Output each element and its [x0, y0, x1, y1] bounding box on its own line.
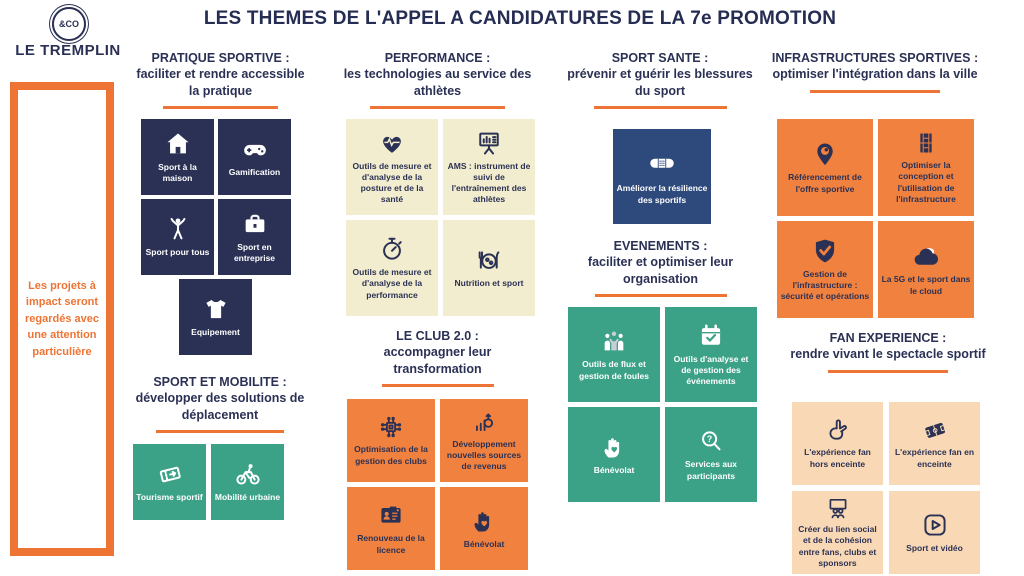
- club-tiles: [347, 399, 528, 570]
- tile-gamification: [218, 119, 291, 195]
- brand-logo-text: &CO: [59, 19, 79, 29]
- tile-label: Sport et vidéo: [906, 542, 963, 553]
- sport-mobilite-tiles: [133, 444, 284, 520]
- evenements-tiles: [568, 307, 757, 502]
- tshirt-icon: [202, 295, 230, 323]
- tile-label: Renouveau de la licence: [357, 533, 425, 555]
- tile-label: Optimisation de la gestion des clubs: [354, 444, 428, 466]
- tile-sport-en-entreprise: [218, 199, 291, 275]
- tile-label: Tourisme sportif: [136, 492, 203, 503]
- calendar-check-icon: [697, 322, 725, 350]
- cheering-person-icon: [164, 215, 192, 243]
- tile-gestion-foules: [568, 307, 660, 402]
- tile-label: Sport à la maison: [158, 161, 197, 183]
- section-underline: [828, 370, 948, 374]
- section-title: FAN EXPERIENCE :: [829, 331, 947, 345]
- tile-posture-sante: [346, 119, 438, 215]
- hand-heart-icon: [600, 433, 628, 461]
- tile-label: Mobilité urbaine: [214, 492, 281, 503]
- impact-note-box: [10, 82, 114, 556]
- tile-conception-infrastructure: [878, 119, 974, 216]
- tile-nouvelles-sources-revenus: [440, 399, 528, 482]
- section-underline: [810, 90, 940, 94]
- section-underline: [156, 430, 284, 434]
- tile-sport-pour-tous: [141, 199, 214, 275]
- section-title: SPORT SANTE :: [611, 51, 709, 65]
- pratique-sportive-tiles: [141, 119, 291, 275]
- tile-label: L'expérience fan en enceinte: [894, 447, 975, 469]
- tile-gestion-infrastructure: [777, 221, 873, 318]
- svg-text:?: ?: [706, 434, 713, 445]
- section-title: PRATIQUE SPORTIVE :: [151, 51, 290, 65]
- revenue-growth-icon: [471, 409, 497, 435]
- tile-label: AMS : instrument de suivi de l'entraînement des athlètes: [447, 160, 531, 205]
- impact-note-text: Les projets à impact seront regardés avec une attention particulière: [25, 279, 99, 358]
- tile-label: Outils de flux et gestion de foules: [579, 359, 649, 381]
- section-underline: [370, 106, 505, 110]
- section-header-evenements: [563, 238, 758, 297]
- tile-label: Services aux participants: [685, 459, 737, 481]
- section-subtitle: développer des solutions de déplacement: [135, 391, 305, 422]
- tile-optimisation-gestion-clubs: [347, 399, 435, 482]
- section-title: INFRASTRUCTURES SPORTIVES :: [771, 51, 979, 65]
- section-header-sport-sante: [560, 50, 760, 109]
- performance-tiles: [346, 119, 535, 316]
- map-pin-icon: [811, 140, 839, 168]
- section-title: SPORT ET MOBILITE :: [153, 375, 287, 389]
- page-title: LES THEMES DE L'APPEL A CANDIDATURES DE LA 7e PROMOTION: [203, 8, 837, 29]
- bicycle-icon: [234, 460, 262, 488]
- circuit-chip-icon: [378, 414, 404, 440]
- tile-tourisme-sportif: [133, 444, 206, 520]
- section-header-fan-experience: [788, 330, 988, 373]
- fan-experience-tiles: [792, 402, 980, 574]
- tile-mobilite-urbaine: [211, 444, 284, 520]
- tile-ams-suivi: [443, 119, 535, 215]
- section-header-club: [345, 328, 530, 387]
- section-subtitle: optimiser l'intégration dans la ville: [772, 67, 978, 82]
- section-title: EVENEMENTS :: [613, 239, 708, 253]
- section-underline: [594, 106, 727, 110]
- presentation-chart-icon: [475, 129, 503, 157]
- tile-referencement-offre: [777, 119, 873, 216]
- tile-mesure-performance: [346, 220, 438, 316]
- tile-sport-a-la-maison: [141, 119, 214, 195]
- tile-label: La 5G et le sport dans le cloud: [881, 274, 971, 296]
- section-underline: [163, 106, 278, 110]
- tile-analyse-evenements: [665, 307, 757, 402]
- section-subtitle: prévenir et guérir les blessures du sport: [567, 67, 753, 98]
- tickets-icon: [156, 460, 184, 488]
- section-subtitle: faciliter et optimiser leur organisation: [587, 255, 734, 286]
- brand-name: LE TREMPLIN: [15, 42, 121, 59]
- tile-benevolat-evenements: [568, 407, 660, 502]
- tile-label: Référencement de l'offre sportive: [788, 172, 862, 194]
- tile-label: Développement nouvelles sources de revenus: [446, 438, 522, 472]
- foam-finger-icon: [825, 417, 851, 443]
- tile-services-participants: [665, 407, 757, 502]
- section-subtitle: rendre vivant le spectacle sportif: [790, 347, 986, 362]
- tile-benevolat-club: [440, 487, 528, 570]
- sports-court-icon: [913, 130, 939, 156]
- tile-label: Améliorer la résilience des sportifs: [616, 183, 708, 205]
- tile-label: Nutrition et sport: [454, 278, 524, 289]
- tile-fan-hors-enceinte: [792, 402, 883, 485]
- hand-heart-icon: [470, 507, 498, 535]
- tile-fan-en-enceinte: [889, 402, 980, 485]
- tile-lien-social: [792, 491, 883, 574]
- section-header-sport-mobilite: [125, 374, 315, 433]
- bandage-icon: [646, 147, 678, 179]
- tile-label: Gestion de l'infrastructure : sécurité et opérations: [780, 268, 870, 302]
- section-subtitle: accompagner leur transformation: [383, 345, 492, 376]
- tile-label: L'expérience fan hors enceinte: [804, 447, 871, 469]
- section-title: LE CLUB 2.0 :: [396, 329, 479, 343]
- tile-label: Outils de mesure et d'analyse de la performance: [352, 267, 432, 300]
- tile-label: Outils d'analyse et de gestion des événements: [673, 353, 749, 387]
- tile-label: Bénévolat: [593, 464, 635, 475]
- id-card-icon: [377, 501, 405, 529]
- crowd-icon: [600, 327, 628, 355]
- play-video-icon: [921, 511, 949, 539]
- gamepad-icon: [241, 135, 269, 163]
- tile-label: Créer du lien social et de la cohésion entre fans, clubs et sponsors: [798, 524, 877, 568]
- tile-label: Equipement: [191, 327, 240, 338]
- section-title: PERFORMANCE :: [384, 51, 491, 65]
- section-subtitle: faciliter et rendre accessible la pratique: [136, 67, 305, 98]
- heart-pulse-icon: [378, 129, 406, 157]
- tile-equipement: [179, 279, 252, 355]
- tile-label: Bénévolat: [463, 538, 505, 549]
- house-icon: [164, 130, 192, 158]
- tile-nutrition-sport: [443, 220, 535, 316]
- section-underline: [382, 384, 494, 388]
- nutrition-plate-icon: [475, 246, 503, 274]
- section-header-infrastructures: [762, 50, 988, 93]
- tile-renouveau-licence: [347, 487, 435, 570]
- section-header-performance: [340, 50, 535, 109]
- social-screen-icon: [826, 496, 850, 520]
- stadium-icon: [922, 417, 948, 443]
- tile-label: Outils de mesure et d'analyse de la posture et de la santé: [352, 160, 432, 205]
- briefcase-icon: [241, 210, 269, 238]
- brand-logo: [52, 7, 86, 41]
- magnifier-question-icon: [697, 427, 725, 455]
- tile-label: Sport pour tous: [145, 247, 210, 258]
- section-subtitle: les technologies au service des athlètes: [343, 67, 532, 98]
- stopwatch-icon: [378, 235, 406, 263]
- cloud-icon: [912, 242, 940, 270]
- tile-label: Sport en entreprise: [233, 241, 276, 263]
- tile-label: Gamification: [228, 167, 281, 178]
- shield-check-icon: [811, 237, 839, 265]
- section-underline: [595, 294, 727, 298]
- tile-resilience-sportifs: [613, 129, 711, 224]
- tile-sport-video: [889, 491, 980, 574]
- tile-label: Optimiser la conception et l'utilisation de l'infrastructure: [896, 160, 956, 204]
- tile-5g-cloud: [878, 221, 974, 318]
- infrastructures-tiles: [777, 119, 974, 318]
- section-header-pratique-sportive: [133, 50, 308, 109]
